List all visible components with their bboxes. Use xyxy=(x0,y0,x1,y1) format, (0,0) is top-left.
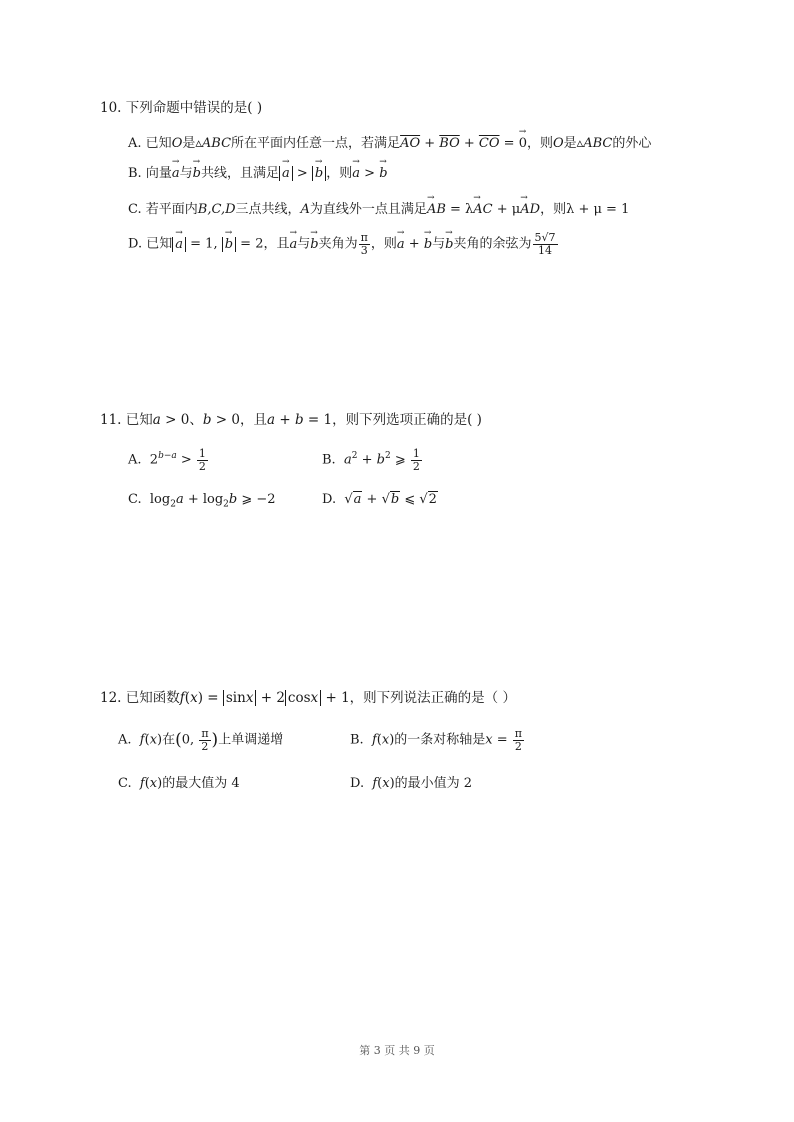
question-12-option-c: C. f(x)的最大值为 4 xyxy=(118,776,240,791)
question-10-option-d: D. 已知 → a = 1, → b = 2，且→ a与→ b夹角为 $\frac{\pi}{3}$ ，则→ a + → b与→ b夹角的余弦为 $\frac{5√7}{14}$ xyxy=(128,232,559,256)
question-12-option-b: B. f(x)的一条对称轴是x = $\frac{\pi}{2}$ xyxy=(350,727,523,753)
question-11-option-d: D. √a + √b ⩽ √2 xyxy=(322,492,437,507)
question-11-option-a: A. $2^{b-a}$ > $\frac{1}{2}$ xyxy=(128,447,206,473)
question-12-option-a: A. f(x)在(0, $\frac{\pi}{2}$ )上单调递增 xyxy=(118,727,284,753)
question-11-stem: 11. 已知a > 0、b > 0，且a + b = 1，则下列选项正确的是( ) xyxy=(100,412,482,428)
question-10-option-a: A. 已知O是▵ABC所在平面内任意一点，若满足$\overline{AO} + \overline{BO} + \overline{CO}$ = → 0，则O是▵ABC的外心 xyxy=(128,132,651,151)
question-10-option-c: C. 若平面内B,C,D三点共线，A为直线外一点且满足→ AB = λ→ AC + μ→ AD，则λ + μ = 1 xyxy=(128,198,629,217)
question-10-option-b: B. 向量→ a与→ b共线，且满足 → a > → b ，则→ a > → b xyxy=(128,162,388,181)
question-12-stem: 12. 已知函数f(x) = sinx + 2 cosx + 1，则下列说法正确的是（ ） xyxy=(100,690,516,706)
question-12-option-d: D. f(x)的最小值为 2 xyxy=(350,776,473,791)
question-10-stem: 10. 下列命题中错误的是( ) xyxy=(100,100,263,116)
question-11-option-b: B. $a^2 + b^2$ ⩾ $\frac{1}{2}$ xyxy=(322,447,420,473)
question-11-option-c: C. $\log_2a + \log_2b$ ⩾ −2 xyxy=(128,492,276,510)
page-footer: 第 3 页 共 9 页 xyxy=(359,1044,435,1057)
